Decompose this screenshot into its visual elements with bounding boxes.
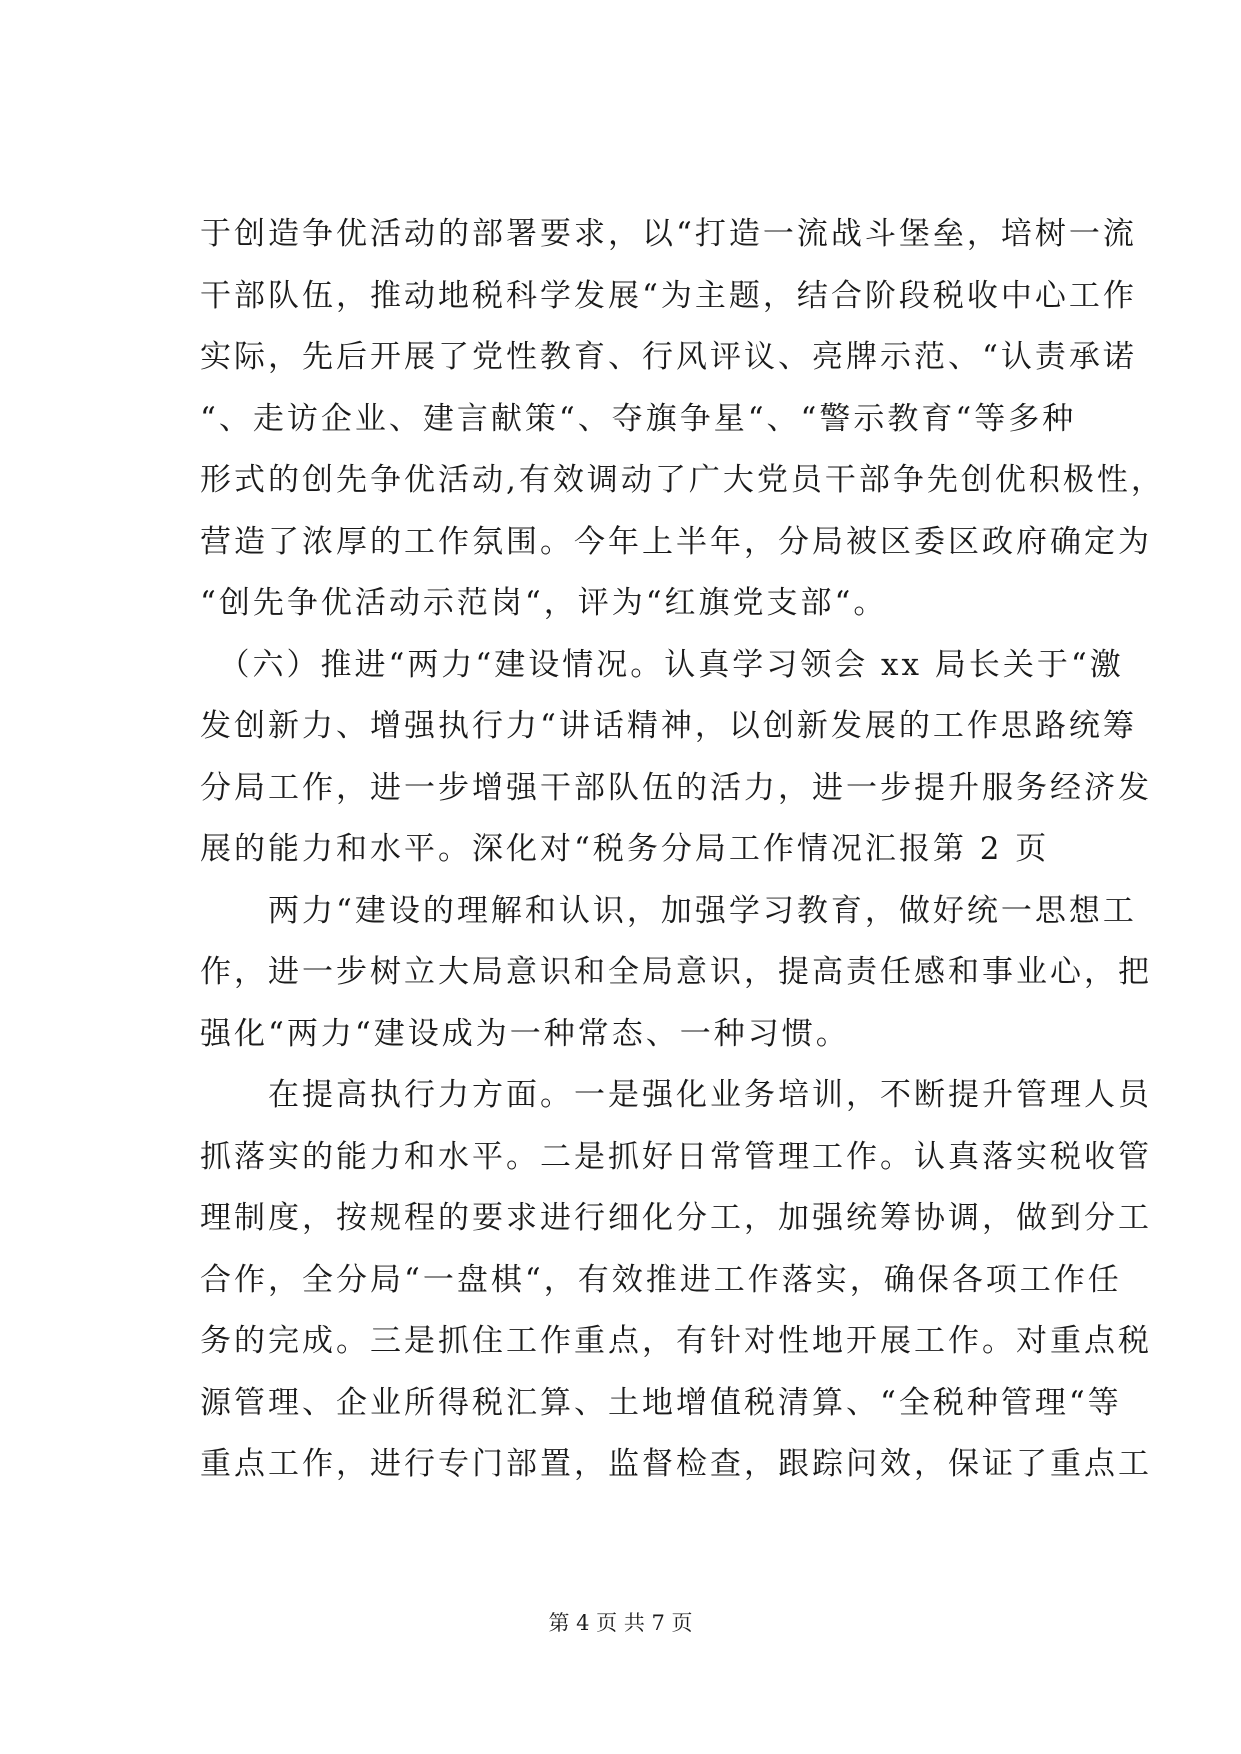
text-line: 务的完成。三是抓住工作重点，有针对性地开展工作。对重点税: [200, 1323, 1152, 1359]
text-line: 展的能力和水平。深化对“税务分局工作情况汇报第 2 页: [200, 831, 1050, 867]
text-line: 实际，先后开展了党性教育、行风评议、亮牌示范、“认责承诺: [200, 339, 1137, 375]
text-line: “、走访企业、建言献策“、夺旗争星“、“警示教育“等多种: [200, 400, 1077, 437]
text-line: （六）推进“两力“建设情况。认真学习领会 xx 局长关于“激: [200, 646, 1124, 683]
text-line: 于创造争优活动的部署要求，以“打造一流战斗堡垒，培树一流: [200, 216, 1137, 252]
text-line: 抓落实的能力和水平。二是抓好日常管理工作。认真落实税收管: [200, 1138, 1152, 1175]
text-line: 强化“两力“建设成为一种常态、一种习惯。: [200, 1015, 850, 1052]
page-footer: [0, 1607, 1241, 1637]
text-line: 形式的创先争优活动,有效调动了广大党员干部争先创优积极性，: [200, 462, 1165, 498]
text-line: 重点工作，进行专门部置，监督检查，跟踪问效，保证了重点工: [200, 1446, 1152, 1482]
text-line: 发创新力、增强执行力“讲话精神，以创新发展的工作思路统筹: [200, 708, 1137, 744]
text-line: 营造了浓厚的工作氛围。今年上半年，分局被区委区政府确定为: [200, 523, 1152, 560]
page-number: 第 4 页 共 7 页: [548, 1611, 693, 1635]
text-line: 分局工作，进一步增强干部队伍的活力，进一步提升服务经济发: [200, 769, 1152, 806]
text-line: 作，进一步树立大局意识和全局意识，提高责任感和事业心，把: [200, 954, 1152, 990]
text-line: 在提高执行力方面。一是强化业务培训，不断提升管理人员: [200, 1077, 1152, 1113]
document-body: [200, 204, 1165, 1496]
text-line: 合作，全分局“一盘棋“，有效推进工作落实，确保各项工作任: [200, 1261, 1122, 1298]
text-line: 两力“建设的理解和认识，加强学习教育，做好统一思想工: [200, 892, 1137, 929]
text-line: 源管理、企业所得税汇算、土地增值税清算、“全税种管理“等: [200, 1384, 1122, 1421]
text-line: 理制度，按规程的要求进行细化分工，加强统筹协调，做到分工: [200, 1200, 1152, 1236]
text-line: 干部队伍，推动地税科学发展“为主题，结合阶段税收中心工作: [200, 277, 1137, 314]
text-line: “创先争优活动示范岗“，评为“红旗党支部“。: [200, 585, 888, 621]
